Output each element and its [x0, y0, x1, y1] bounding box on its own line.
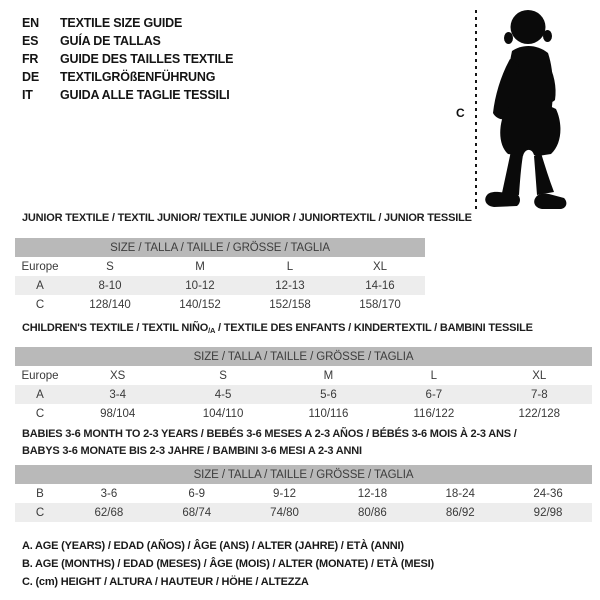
- language-title: TEXTILE SIZE GUIDE: [60, 16, 183, 30]
- table-cell: 62/68: [65, 503, 153, 522]
- table-cell: 4-5: [170, 385, 275, 404]
- table-row: [15, 295, 425, 314]
- row-label: B: [36, 487, 44, 500]
- size-band-label: SIZE / TALLA / TAILLE / GRÖSSE / TAGLIA: [15, 238, 425, 257]
- table-row: [15, 404, 592, 423]
- table-cell: L: [430, 369, 438, 382]
- language-row-fr: [22, 50, 233, 68]
- table-cell: M: [195, 260, 205, 273]
- table-cell: S: [106, 260, 114, 273]
- row-label: Europe: [21, 260, 59, 273]
- height-measure-figure: [448, 6, 598, 218]
- size-table-junior: [15, 238, 425, 314]
- title-part: CHILDREN'S TEXTILE / TEXTIL NIÑO: [22, 322, 209, 334]
- table-cell: 152/158: [269, 298, 311, 311]
- language-code: ES: [22, 34, 39, 48]
- language-header: [22, 14, 233, 104]
- size-band-label: SIZE / TALLA / TAILLE / GRÖSSE / TAGLIA: [15, 465, 592, 484]
- baby-silhouette-icon: [481, 7, 577, 209]
- row-label: A: [15, 276, 65, 295]
- table-row: [15, 366, 592, 385]
- language-row-es: [22, 32, 233, 50]
- table-cell: XL: [532, 369, 547, 382]
- table-cell: 122/128: [518, 407, 561, 420]
- row-label: C: [35, 407, 45, 420]
- table-row: [15, 385, 592, 404]
- table-cell: 128/140: [89, 298, 131, 311]
- height-dashed-line: [475, 10, 477, 212]
- row-label: C: [35, 298, 45, 311]
- size-header-band: [15, 347, 592, 366]
- table-cell: XS: [110, 369, 126, 382]
- table-title-line1: BABIES 3-6 MONTH TO 2-3 YEARS / BEBÉS 3-6 MESES A 2-3 AÑOS / BÉBÉS 3-6 MOIS À 2-3 ANS /: [22, 428, 517, 440]
- size-header-band: [15, 238, 425, 257]
- row-label: C: [15, 503, 65, 522]
- table-title: JUNIOR TEXTILE / TEXTIL JUNIOR/ TEXTILE JUNIOR / JUNIORTEXTIL / JUNIOR TESSILE: [22, 212, 472, 224]
- language-code: FR: [22, 52, 39, 66]
- table-cell: 6-9: [188, 487, 206, 500]
- table-cell: 86/92: [416, 503, 504, 522]
- table-cell: 80/86: [328, 503, 416, 522]
- table-cell: 74/80: [241, 503, 329, 522]
- table-row: [15, 503, 592, 522]
- table-cell: 92/98: [504, 503, 592, 522]
- table-cell: 116/122: [413, 407, 455, 420]
- table-row: [15, 484, 592, 503]
- table-cell: XL: [372, 260, 388, 273]
- table-cell: 14-16: [335, 276, 425, 295]
- table-cell: 68/74: [153, 503, 241, 522]
- size-band-label: SIZE / TALLA / TAILLE / GRÖSSE / TAGLIA: [15, 347, 592, 366]
- table-cell: 3-4: [65, 385, 170, 404]
- table-cell: 3-6: [100, 487, 118, 500]
- row-label: A: [15, 385, 65, 404]
- table-cell: 110/116: [308, 407, 349, 420]
- size-header-band: [15, 465, 592, 484]
- table-title-line2: BABYS 3-6 MONATE BIS 2-3 JAHRE / BAMBINI 3-6 MESI A 2-3 ANNI: [22, 445, 362, 457]
- language-row-de: [22, 68, 233, 86]
- language-code: IT: [22, 88, 33, 102]
- title-part: / TEXTILE DES ENFANTS / KINDERTEXTIL / BAMBINI TESSILE: [215, 322, 533, 334]
- table-row: [15, 257, 425, 276]
- table-cell: 6-7: [381, 385, 486, 404]
- language-row-it: [22, 86, 233, 104]
- table-cell: 7-8: [487, 385, 592, 404]
- table-title-wrap: [15, 426, 592, 460]
- table-cell: 98/104: [100, 407, 136, 420]
- table-cell: 104/110: [202, 407, 244, 420]
- table-cell: 9-12: [273, 487, 297, 500]
- table-cell: M: [323, 369, 334, 382]
- footnote-b: B. AGE (MONTHS) / EDAD (MESES) / ÂGE (MOIS) / ALTER (MONATE) / ETÀ (MESI): [22, 558, 434, 570]
- row-label: Europe: [21, 369, 59, 382]
- babies-table-section: [15, 426, 592, 522]
- footnotes: [22, 537, 434, 591]
- language-code: EN: [22, 16, 39, 30]
- table-cell: L: [286, 260, 294, 273]
- language-title: GUIDA ALLE TAGLIE TESSILI: [60, 88, 230, 102]
- table-cell: 8-10: [65, 276, 155, 295]
- footnote-a: A. AGE (YEARS) / EDAD (AÑOS) / ÂGE (ANS) / ALTER (JAHRE) / ETÀ (ANNI): [22, 540, 404, 552]
- table-cell: 12-13: [245, 276, 335, 295]
- language-row-en: [22, 14, 233, 32]
- children-table-section: [15, 322, 592, 423]
- size-table-babies: [15, 465, 592, 522]
- title-subscript: /A: [208, 326, 216, 335]
- table-cell: 24-36: [533, 487, 563, 500]
- table-cell: S: [219, 369, 227, 382]
- language-title: TEXTILGRÖßENFÜHRUNG: [60, 70, 216, 84]
- table-cell: 5-6: [276, 385, 381, 404]
- table-title: [22, 322, 592, 335]
- table-cell: 158/170: [359, 298, 401, 311]
- table-cell: 12-18: [357, 487, 388, 500]
- height-label-c: C: [456, 106, 465, 120]
- size-table-children: [15, 347, 592, 423]
- table-cell: 18-24: [445, 487, 475, 500]
- table-cell: 140/152: [179, 298, 221, 311]
- junior-table-section: [15, 212, 472, 314]
- footnote-c: C. (cm) HEIGHT / ALTURA / HAUTEUR / HÖHE / ALTEZZA: [22, 576, 309, 588]
- table-cell: 10-12: [155, 276, 245, 295]
- table-row: [15, 276, 425, 295]
- language-code: DE: [22, 70, 39, 84]
- language-title: GUÍA DE TALLAS: [60, 34, 161, 48]
- language-title: GUIDE DES TAILLES TEXTILE: [60, 52, 234, 66]
